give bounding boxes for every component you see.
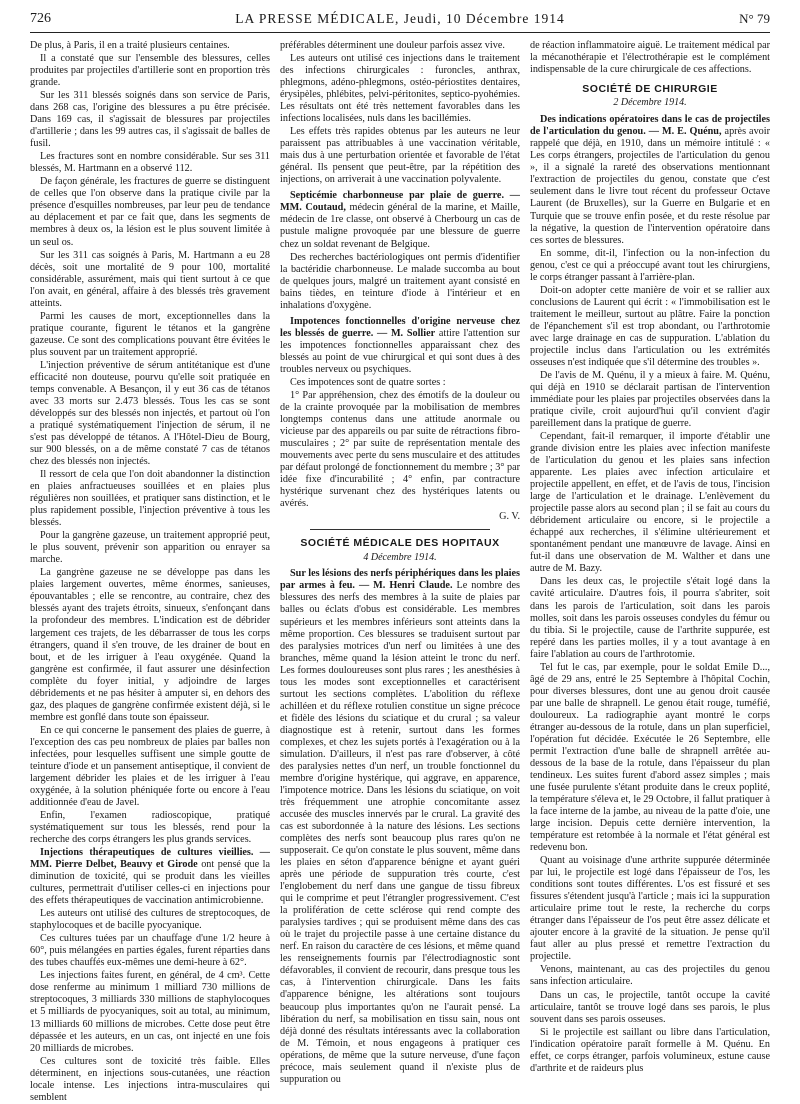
- column-middle: [280, 40, 521, 1085]
- paragraph: Les auteurs ont utilisé des cultures de streptocoques, de staphylocoques et de bacille pyocyanique.: [30, 908, 270, 932]
- paragraph: Il a constaté que sur l'ensemble des blessures, celles produites par projectiles d'artillerie sont en proportion très grande.: [30, 53, 270, 89]
- paragraph: Les injections faites furent, en général, de 4 cm³. Cette dose renferme au minimum 1 milliard 730 millions de streptocoques, 3 milliards 330 millions de staphylocoques et 5 milliards de pyocyaniques, soit au total, au minimum, 13 milliards 60 millions de microbes. Cette dose peut être dépassée et les auteurs, en un cas, ont injecté en une fois 20 milliards de microbes.: [30, 970, 270, 1054]
- paragraph: Dans un cas, le projectile, tantôt occupe la cavité articulaire, tantôt se trouve logé dans ses parois, le plus souvent dans ses parois osseuses.: [530, 989, 770, 1025]
- paragraph-text: ont pensé que la diminution de toxicité, qui se produit dans les vieilles cultures, permettrait d'utiliser celles-ci en injections pour des effets thérapeutiques de vaccination antimicrobienne.: [30, 859, 271, 907]
- article-heading: Impotences fonctionnelles d'origine nerveuse chez les blessés de guerre. — M. Sollier: [280, 315, 520, 339]
- article-lead: [30, 847, 270, 907]
- paragraph: Il ressort de cela que l'on doit abandonner la distinction en plaies anfractueuses souillées et en plaies plus régulières non souillées, et pratiquer sans distinction, et le plus rapidement possible, l'injection préventive à tous les blessés.: [30, 469, 270, 529]
- paragraph: Parmi les causes de mort, exceptionnelles dans la pratique courante, figurent le tétanos et la gangrène gazeuse. Ce sont des complications pouvant être évitées le plus souvent par un traitement approprié.: [30, 310, 270, 358]
- paragraph: 1° Par appréhension, chez des émotifs de la douleur ou de la crainte provoquée par la mobilisation de membres longtemps contenus dans une attitude anormale ou vicieuse par des appareils ou par suite de rétractions fibro-musculaires ; 2° par suite de représentation mentale des mouvements avec perte du sens musculaire et des attitudes par défaut prolongé de fonctionnement du membre ; 3° par idée fixe d'incurabilité ; 4° enfin, par contracture hystérique survenant chez des hystériques latents ou avérés.: [280, 389, 520, 510]
- article-lead: [280, 568, 520, 1085]
- paragraph: Sur les 311 blessés soignés dans son service de Paris, dans 268 cas, l'origine des blessures a pu être précisée. Dans 169 cas, il s'agissait de blessures par projectiles d'artillerie ; dans les 99 autres cas, il s'agissait de balles de fusil.: [30, 90, 270, 150]
- paragraph: La gangrène gazeuse ne se développe pas dans les plaies largement ouvertes, même énormes, sanieuses, épouvantables ; elle se rencontre, au contraire, chez des blessés ayant des trajets étroits, sinueux, s'enfonçant dans la profondeur des membres. L'indication est de débrider largement ces trajets, de les débarrasser de tous les corps étrangers, quand il s'en trouve, de les drainer de bout en bout, et de les irriguer à l'eau oxygénée. Quand la gangrène est confirmée, il faut assurer une désinfection complète du foyer initial, y adjoindre de larges débridements et ne pas hésiter à amputer si, en dehors des gaz, des plaques de gangrène confirmée existent déjà, si le membre est gonflé dans toute son épaisseur.: [30, 567, 270, 723]
- article-heading: Des indications opératoires dans le cas de projectiles de l'articulation du genou. — M. E. Quénu,: [530, 114, 770, 138]
- paragraph: Les auteurs ont utilisé ces injections dans le traitement des infections chirurgicales : furoncles, anthrax, phlegmons, adéno-phlegmons, ostéo-périostites dentaires, érysipèles, phlébites, pelvi-péritonites, septico-pyohémies. Les résultats ont été très nettement favorables dans les infections localisées, nuls dans les bacillémies.: [280, 53, 520, 125]
- section-date: 4 Décembre 1914.: [363, 551, 437, 563]
- paragraph: Pour la gangrène gazeuse, un traitement approprié peut, le plus souvent, prévenir son apparition ou enrayer sa marche.: [30, 530, 270, 566]
- article-heading: Injections thérapeutiques de cultures vieillies. — MM. Pierre Delbet, Beauvy et Girode: [30, 847, 270, 871]
- section-title: SOCIÉTÉ DE CHIRURGIE: [582, 83, 718, 96]
- paragraph: Les effets très rapides obtenus par les auteurs ne leur paraissent pas attribuables à une vaccination véritable, mais dus à une perturbation orientée et favorable de l'état général. Ils pensent que peut-être, par la répétition des injections, on arriverait à une vaccination polyvalente.: [280, 126, 520, 186]
- column-right: [530, 40, 770, 1076]
- paragraph: Ces cultures sont de toxicité très faible. Elles déterminent, en injections sous-cutanées, une réaction locale intense. Les injections intra-musculaires qui semblent: [30, 1055, 270, 1103]
- page-number: 726: [30, 11, 51, 26]
- paragraph-text: Le nombre des blessures des nerfs des membres à la suite de plaies par balles ou éclats d'obus est considérable. Les membres supérieurs et les membres inférieurs sont atteints dans la même proportion. Ces blessures se traduisent surtout par des paralysies motrices d'un nerf ou limitées à une des branches, même quand la lésion atteint le tronc du nerf. Les formes douloureuses sont plus rares ; les anesthésies à tous les modes sont exceptionnelles et caractérisent surtout les sections complètes. L'abolition du réflexe achilléen et du réflexe rotulien constitue un signe précoce et fidèle des lésions du sciatique et du crural ; sa valeur diagnostique est à retenir, surtout dans les formes complexes, et chez les sujets portés à l'exagération ou à la simulation. D'ailleurs, il n'est pas rare d'observer, à côté des paralysies nettes d'un nerf, un trouble fonctionnel du membre d'origine hystérique, qui aggrave, en apparence, l'impotence motrice. Dans les lésions du sciatique, on voit très fréquemment une atrophie concomitante assez accusée des muscles innervés par le crural. La gravité des cas est subordonnée à la nature des lésions. Les sections complètes des nerfs sont beaucoup plus rares qu'on ne supposerait. Ce qu'on constate le plus souvent, même dans les plaies en séton d'apparence bénigne et ayant guéri après une période de suppuration très courte, c'est l'englobement du nerf dans une gangue de tissu fibreux qui le comprime et peut l'étrangler progressivement. C'est la prolifération de cette sclérose qui rend compte des paralysies tardives ; qui se produisent même dans des cas où le trajet du projectile passe à une certaine distance du nerf. En raison du caractère de ces lésions, et même quand les renseignements fournis par l'électrodiagnostic sont défavorables, il convient de recourir, dans presque tous les cas, à l'intervention chirurgicale. Dans les faits d'apparence bénigne, les altérations sont toujours beaucoup plus importantes qu'on ne l'aurait pensé. La libération du nerf, sa mobilisation en tissu sain, nous ont déjà donné des résultats intéressants avec la collaboration de M. Témoin, et nous engageons à pratiquer ces opérations, de même que la suture nerveuse, d'une façon précoce, mais seulement quand il n'existe plus de suppuration ou: [280, 580, 520, 1085]
- paragraph: préférables déterminent une douleur parfois assez vive.: [280, 40, 505, 51]
- paragraph: Cependant, fait-il remarquer, il importe d'établir une grande division entre les plaies avec infection manifeste de l'articulation du genou et les plaies sans infection apparente. Les plaies avec infection articulaire et projectile appellent, en effet, et de l'avis de tous, l'incision large de l'articulation et le drainage. L'enlèvement du projectile passe alors au second plan ; il se fait au cours du débridement articulaire ou encore, si le projectile a échappé aux recherches, il s'élimine ultérieurement et spontanément pendant une manœuvre de lavage. Ainsi en fut-il dans une observation de M. Walther et dans une autre de M. Bazy.: [530, 431, 770, 575]
- column-left: [30, 40, 271, 1103]
- paragraph-text: médecin général de la marine, et Maille, médecin de 1re classe, ont observé à Cherbourg un cas de pustule maligne provoquée par une blessure de guerre chez un soldat revenant de Belgique.: [280, 202, 521, 250]
- paragraph-text: après avoir rappelé que déjà, en 1910, dans un mémoire intitulé : « Les corps étrangers, projectiles de l'articulation du genou », il a signalé la rareté des observations mentionnant l'extraction de projectiles du genou, constate que c'est seulement dans le livre tout récent du professeur Octave Laurent (de Bruxelles), sur la Guerre en Bulgarie et en Turquie que se trouve enfin posée, et du reste résolue par la négative, la question de l'intervention opératoire dans ces sortes de blessures.: [530, 126, 770, 246]
- article-lead: [530, 114, 770, 246]
- paragraph: Ces cultures tuées par un chauffage d'une 1/2 heure à 60°, puis mélangées en parties égales, furent réparties dans des tubes chauffés eux-mêmes une demi-heure à 62°.: [30, 933, 270, 969]
- paragraph: de réaction inflammatoire aiguë. Le traitement médical par la mécanothérapie et l'électrothérapie est le complément indispensable de la cure chirurgicale de ces affections.: [530, 40, 770, 76]
- paragraph: Enfin, l'examen radioscopique, pratiqué systématiquement sur tous les blessés, rend pour la recherche des corps étrangers les plus grands services.: [30, 809, 270, 846]
- journal-title: LA PRESSE MÉDICALE, Jeudi, 10 Décembre 1914: [235, 11, 565, 26]
- paragraph: L'injection préventive de sérum antitétanique est d'une efficacité non douteuse, pourvu qu'elle soit pratiquée en temps convenable. A Besançon, il y eut 36 cas de tétanos avec 33 morts sur 2.473 blessés. Tous les cas se sont développés sur des blessés non injectés, et partout où l'on a pratiqué systématiquement l'injection de sérum, il ne s'est pas développé de tétanos. A l'Hôtel-Dieu de Bourg, sur 900 blessés, on a de même constaté 7 cas de tétanos chez des blessés non injectés.: [30, 359, 270, 468]
- article-heading: Sur les lésions des nerfs périphériques dans les plaies par armes à feu. — M. Henri Claude.: [280, 568, 520, 592]
- paragraph: De l'avis de M. Quénu, il y a mieux à faire. M. Quénu, qui déjà en 1910 se déclarait partisan de l'intervention immédiate pour les plaies par projectiles observées dans la pratique civile, croit aujourd'hui qu'il convient d'agir pareillement dans la pratique de guerre.: [530, 369, 770, 430]
- paragraph: Si le projectile est saillant ou libre dans l'articulation, l'indication opératoire paraît formelle à M. Quénu. En effet, ce corps étranger, parfois volumineux, estune cause d'arthrite et de raideurs plus: [530, 1026, 770, 1074]
- paragraph: Tel fut le cas, par exemple, pour le soldat Emile D..., âgé de 29 ans, entré le 25 Septembre à l'hôpital Cochin, pour diverses blessures, dont une au genou droit causée par une balle de shrapnell. Le genou était rouge, tuméfié, douloureux. La radiographie ayant montré le corps étranger au-dessous de la rotule, dans un plan superficiel, l'opération fut décidée. Exécutée le 26 Septembre, elle permit l'extraction d'une balle de shrapnell arrêtée au-dessous de la base de la rotule, dans l'épaisseur du plan tendineux. Les suites furent d'abord assez simples ; mais une fusée purulente s'étant produite dans le creux poplité, la température s'éleva et, le 29 Octobre, il fallut pratiquer à la face interne de la jambe, au niveau de la patte d'oie, une large incision. Depuis cette dernière intervention, la température est retombée à la normale et l'état général est redevenu bon.: [530, 661, 771, 854]
- article-lead: [280, 190, 520, 250]
- section-title: SOCIÉTÉ MÉDICALE DES HOPITAUX: [300, 537, 500, 550]
- paragraph: Des recherches bactériologiques ont permis d'identifier la bactéridie charbonneuse. Le malade succomba au bout de quelques jours, malgré un traitement ayant consisté en bains tièdes, en teinture d'iode à l'intérieur et en inhalations d'oxygène.: [280, 251, 520, 311]
- page-header: [30, 6, 770, 33]
- paragraph: De façon générale, les fractures de guerre se distinguent de celles que l'on observe dans la pratique civile par la présence d'esquilles nombreuses, par leur peu de tendance au déplacement et par ce fait que, dans les segments de membres à deux os, la lésion est le plus souvent limitée à un seul os.: [30, 176, 270, 248]
- issue-number: N° 79: [739, 11, 770, 26]
- paragraph: En somme, dit-il, l'infection ou la non-infection du genou, c'est ce qui a préoccupé avant tout les chirurgiens, le corps étranger passant à l'arrière-plan.: [530, 247, 770, 283]
- divider: [310, 529, 490, 530]
- article-lead: [280, 316, 520, 376]
- paragraph: Doit-on adopter cette manière de voir et se rallier aux conclusions de Laurent qui écrit : « l'immobilisation est le traitement le meilleur, surtout au plâtre. Faire la ponction de l'épanchement s'il est trop abondant, ou l'arthrotomie avec large drainage en cas de suppuration. L'ablation du projectile inclus dans l'articulation ou les extrémités osseuses n'est indiquée que s'il détermine des troubles ».: [530, 284, 770, 368]
- paragraph: Quant au voisinage d'une arthrite suppurée déterminée par lui, le projectile est logé dans l'épaisseur de l'os, les conditions sont toutes différentes. L'os est fissuré et ses fissures s'étendent jusqu'à l'article ; mais ici la suppuration articulaire prime tout le reste, la recherche du corps étranger dans l'épaisseur de l'os peut être assez délicate et ajouter encore à la gravité de la situation. Je pense qu'il faut aller au plus pressé et remettre l'extraction du projectile.: [530, 855, 770, 963]
- section-date: 2 Décembre 1914.: [613, 97, 687, 109]
- paragraph: En ce qui concerne le pansement des plaies de guerre, à l'exception des cas peu nombreux de plaies par balles non infectées, pour lesquelles suffisent une simple goutte de teinture d'iode et un pansement antiseptique, il convient de largement débrider les plaies et de les irriguer à l'eau oxygénée, à la solution phéniquée forte ou encore à l'eau additionnée d'eau de Javel.: [30, 724, 270, 808]
- paragraph: Venons, maintenant, au cas des projectiles du genou sans infection articulaire.: [530, 964, 770, 988]
- article-heading: Septicémie charbonneuse par plaie de guerre. — MM. Coutaud,: [280, 190, 520, 214]
- paragraph: Les fractures sont en nombre considérable. Sur ses 311 blessés, M. Hartmann en a observé 112.: [30, 151, 270, 175]
- paragraph: Sur les 311 cas soignés à Paris, M. Hartmann a eu 28 décès, soit une mortalité de 9 pour 100, mortalité considérable, assurément, mais qui tient surtout à ce que l'on avait, en général, affaire à des blessés très gravement atteints.: [30, 249, 270, 309]
- paragraph: Ces impotences sont de quatre sortes :: [290, 376, 446, 388]
- paragraph-text: attire l'attention sur les impotences fonctionnelles apparaissant chez des blessés au point de vue chirurgical et qui sont dues à des troubles nerveux ou psychiques.: [280, 327, 520, 375]
- article-columns: [30, 40, 771, 1103]
- author-signature: G. V.: [499, 511, 520, 523]
- paragraph: Dans les deux cas, le projectile s'était logé dans la cavité articulaire. D'autres fois, il pourra s'abriter, soit dans les parois de l'articulation, soit dans les parois molles, soit dans les parois osseuses condyles du fémur ou du tibia. Si le projectile, cause de l'arthrite suppurée, est repéré dans les parties molles, il y a tout avantage à en faire l'ablation au cours de l'arthrotomie.: [530, 576, 770, 660]
- paragraph: De plus, à Paris, il en a traité plusieurs centaines.: [30, 40, 230, 51]
